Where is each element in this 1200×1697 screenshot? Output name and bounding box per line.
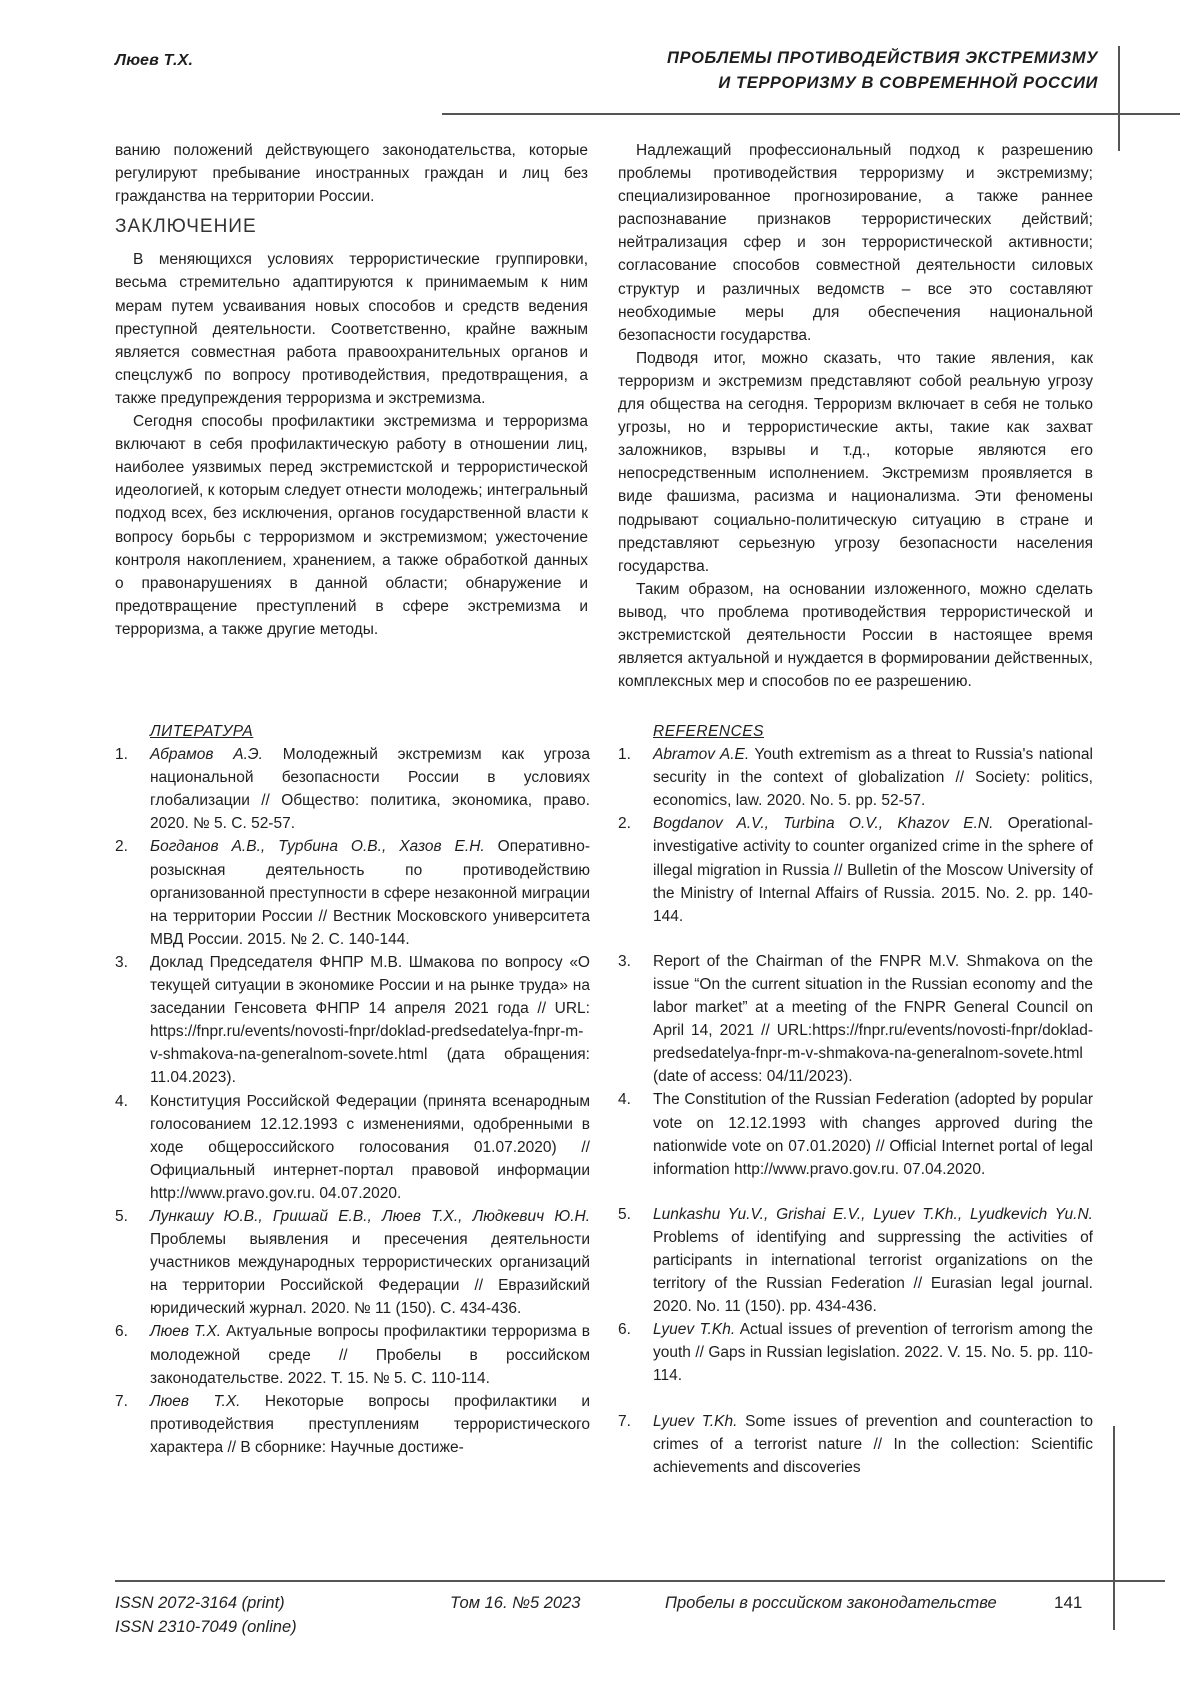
body-column-right (618, 139, 1093, 693)
footer-issn (115, 1591, 297, 1639)
reference-text: Оперативно-розыскная деятельность по противодействию организованной преступности в сфере незаконной миграции на территории России // Вестник Московского университета МВД России. 2015. № 2. С. 140-144. (150, 838, 590, 948)
running-header-title (538, 46, 1098, 96)
reference-text: Report of the Chairman of the FNPR M.V. Shmakova on the issue “On the current situation in the Russian economy and the labor market” at a meeting of the FNPR General Council on April 14, 2021 // URL:https://fnpr.ru/events/novosti-fnpr/doklad-predsedatelya-fnpr-m-v-shmakova-na-generalnom-sovete.html (date of access: 04/11/2023). (653, 952, 1093, 1086)
reference-body (653, 950, 1093, 1089)
footer-rule (115, 1580, 1165, 1582)
reference-text: Некоторые вопросы профилактики и противодействия преступлениям террористического характера // В сборнике: Научные достиже- (150, 1392, 590, 1456)
reference-item (618, 1203, 1093, 1318)
reference-item (618, 743, 1093, 812)
reference-text: Конституция Российской Федерации (принята всенародным голосованием 12.12.1993 с изменениями, одобренными в ходе общероссийского голосования 01.07.2020) // Официальный интернет-портал правовой информации http://www.pravo.gov.ru. 04.07.2020. (150, 1092, 590, 1202)
running-header-author: Люев Т.Х. (115, 52, 194, 69)
reference-item (115, 1320, 590, 1389)
reference-body (150, 1390, 590, 1459)
reference-text: Some issues of prevention and counteraction to crimes of a terrorist nature // In the collection: Scientific achievements and discoveries (653, 1412, 1093, 1476)
reference-number: 1. (115, 746, 128, 764)
reference-body (150, 1320, 590, 1389)
reference-body (653, 743, 1093, 812)
reference-text: Доклад Председателя ФНПР М.В. Шмакова по вопросу «О текущей ситуации в экономике России и на рынке труда» на заседании Генсовета ФНПР 14 апреля 2021 года // URL: https://fnpr.ru/events/novosti-fnpr/doklad-predsedatelya-fnpr-m-v-shmakova-na-generalnom-sovete.html (дата обращения: 11.04.2023). (150, 953, 590, 1087)
reference-body (150, 1205, 590, 1320)
reference-number: 7. (115, 1392, 128, 1410)
reference-body (150, 951, 590, 1090)
reference-number: 5. (115, 1207, 128, 1225)
reference-item (115, 835, 590, 950)
reference-body (653, 1410, 1093, 1479)
reference-text: Operational-investigative activity to counter organized crime in the sphere of illegal migration in Russia // Bulletin of the Moscow University of the Ministry of Internal Affairs of Russia. 2015. No. 2. pp. 140-144. (653, 815, 1094, 925)
references-list (618, 720, 1093, 1479)
reference-number: 6. (618, 1321, 631, 1339)
reference-number: 6. (115, 1323, 128, 1341)
page-number: 141 (1054, 1593, 1083, 1612)
reference-authors: Bogdanov A.V., Turbina O.V., Khazov E.N. (653, 815, 994, 833)
reference-text: The Constitution of the Russian Federation (adopted by popular vote on 12.12.1993 with changes approved during the nationwide vote on 07.01.2020) // Official Internet portal of legal information http://www.pravo.gov.ru. 07.04.2020. (653, 1091, 1093, 1178)
literature-heading: ЛИТЕРАТУРА (150, 723, 254, 740)
reference-item (115, 1205, 590, 1320)
reference-text: Проблемы выявления и пресечения деятельности участников международных террористических организаций на территории Российской Федерации // Евразийский юридический журнал. 2020. № 11 (150). С. 434-436. (150, 1231, 590, 1318)
spacer (618, 1388, 1093, 1410)
reference-body (653, 1318, 1093, 1387)
reference-body (150, 835, 590, 950)
section-heading-conclusion: ЗАКЛЮЧЕНИЕ (115, 216, 257, 238)
reference-authors: Богданов А.В., Турбина О.В., Хазов Е.Н. (150, 838, 485, 856)
running-header-title-line2: И ТЕРРОРИЗМУ В СОВРЕМЕННОЙ РОССИИ (718, 74, 1098, 92)
spacer (618, 1181, 1093, 1203)
crop-mark-bottom (1113, 1426, 1115, 1630)
reference-body (150, 743, 590, 835)
header-rule (442, 113, 1180, 115)
reference-number: 2. (618, 815, 631, 833)
reference-body (150, 1090, 590, 1205)
reference-text: Youth extremism as a threat to Russia's national security in the context of globalization // Society: politics, economics, law. 2020. No. 5. pp. 52-57. (653, 746, 1093, 810)
reference-body (653, 1088, 1093, 1180)
reference-body (653, 1203, 1093, 1318)
literature-list (115, 720, 590, 1459)
reference-number: 5. (618, 1205, 631, 1223)
reference-authors: Lyuev T.Kh. (653, 1412, 738, 1430)
reference-authors: Люев Т.Х. (150, 1392, 241, 1410)
reference-number: 4. (115, 1092, 128, 1110)
spacer (618, 928, 1093, 950)
reference-number: 3. (618, 952, 631, 970)
reference-item (618, 1088, 1093, 1180)
reference-authors: Lyuev T.Kh. (653, 1321, 736, 1339)
body-column-left (115, 139, 588, 641)
reference-item (618, 1410, 1093, 1479)
reference-authors: Люев Т.Х. (150, 1323, 222, 1341)
reference-item (618, 950, 1093, 1089)
reference-authors: Лункашу Ю.В., Гришай Е.В., Люев Т.Х., Людкевич Ю.Н. (150, 1207, 590, 1225)
reference-item (115, 1390, 590, 1459)
reference-authors: Абрамов А.Э. (150, 746, 263, 764)
body-paragraph: Подводя итог, можно сказать, что такие явления, как терроризм и экстремизм представляют собой реальную угрозу для общества на сегодня. Терроризм включает в себя не только угрозы, но и террористические акты, такие как захват заложников, взрывы и т.д., которые являются его непосредственным исполнением. Экстремизм проявляется в виде фашизма, расизма и национализма. Эти феномены подрывают социально-политическую ситуацию в стране и представляют серьезную угрозу безопасности населения государства. (618, 349, 1093, 575)
crop-mark-top (1118, 46, 1120, 151)
reference-text: Actual issues of prevention of terrorism among the youth // Gaps in Russian legislation. 2022. V. 15. No. 5. pp. 110-114. (653, 1321, 1093, 1385)
reference-item (618, 812, 1093, 927)
issn-online: ISSN 2310-7049 (online) (115, 1618, 297, 1636)
reference-authors: Lunkashu Yu.V., Grishai E.V., Lyuev T.Kh., Lyudkevich Yu.N. (653, 1205, 1093, 1223)
footer-journal-name: Пробелы в российском законодательстве (665, 1594, 997, 1612)
reference-text: Problems of identifying and suppressing the activities of participants in international terrorist organizations on the territory of the Russian Federation // Eurasian legal journal. 2020. No. 11 (150). pp. 434-436. (653, 1228, 1093, 1316)
reference-item (618, 1318, 1093, 1387)
reference-number: 4. (618, 1091, 631, 1109)
body-paragraph: Надлежащий профессиональный подход к разрешению проблемы противодействия терроризму и экстремизму; специализированное прогнозирование, а также раннее распознавание признаков террористических действий; нейтрализация сфер и зон террористической активности; согласование способов совместной деятельности силовых структур и различных ведомств – все это составляют необходимые меры для обеспечения национальной безопасности государства. (618, 142, 1093, 344)
reference-number: 1. (618, 746, 631, 764)
reference-number: 3. (115, 953, 128, 971)
reference-body (653, 812, 1093, 927)
reference-authors: Abramov A.E. (653, 746, 750, 764)
continuation-paragraph: ванию положений действующего законодательства, которые регулируют пребывание иностранных граждан и лиц без гражданства на территории России. (115, 142, 588, 206)
reference-text: Актуальные вопросы профилактики терроризма в молодежной среде // Пробелы в российском законодательстве. 2022. Т. 15. № 5. С. 110-114. (150, 1323, 591, 1387)
running-header-title-line1: ПРОБЛЕМЫ ПРОТИВОДЕЙСТВИЯ ЭКСТРЕМИЗМУ (667, 49, 1098, 67)
reference-number: 7. (618, 1412, 631, 1430)
reference-item (115, 1090, 590, 1205)
reference-text: Молодежный экстремизм как угроза национальной безопасности России в условиях глобализации // Общество: политика, экономика, право. 2020. № 5. С. 52-57. (150, 746, 590, 833)
issn-print: ISSN 2072-3164 (print) (115, 1594, 285, 1612)
body-paragraph: Таким образом, на основании изложенного, можно сделать вывод, что проблема противодействия террористической и экстремистской деятельности России в настоящее время является актуальной и нуждается в формировании действенных, комплексных мер и способов по ее разрешению. (618, 580, 1093, 691)
body-paragraph: В меняющихся условиях террористические группировки, весьма стремительно адаптируются к принимаемым к ним мерам путем усваивания новых способов и средств ведения преступной деятельности. Соответственно, крайне важным является совместная работа правоохранительных органов и спецслужб по вопросу противодействия, предотвращения, а также предупреждения терроризма и экстремизма. (115, 251, 588, 407)
references-heading: REFERENCES (653, 723, 764, 740)
footer-volume: Том 16. №5 2023 (450, 1594, 581, 1612)
reference-number: 2. (115, 838, 128, 856)
body-paragraph: Сегодня способы профилактики экстремизма и терроризма включают в себя профилактическую работу в отношении лиц, наиболее уязвимых перед экстремистской и террористической идеологией, к которым следует отнести молодежь; интегральный подход всех, без исключения, органов государственной власти к вопросу борьбы с терроризмом и экстремизмом; ужесточение контроля накоплением, хранением, а также обработкой данных о правонарушениях в данной области; обнаружение и предотвращение преступлений в сфере экстремизма и терроризма, а также другие методы. (115, 413, 588, 638)
reference-item (115, 743, 590, 835)
reference-item (115, 951, 590, 1090)
